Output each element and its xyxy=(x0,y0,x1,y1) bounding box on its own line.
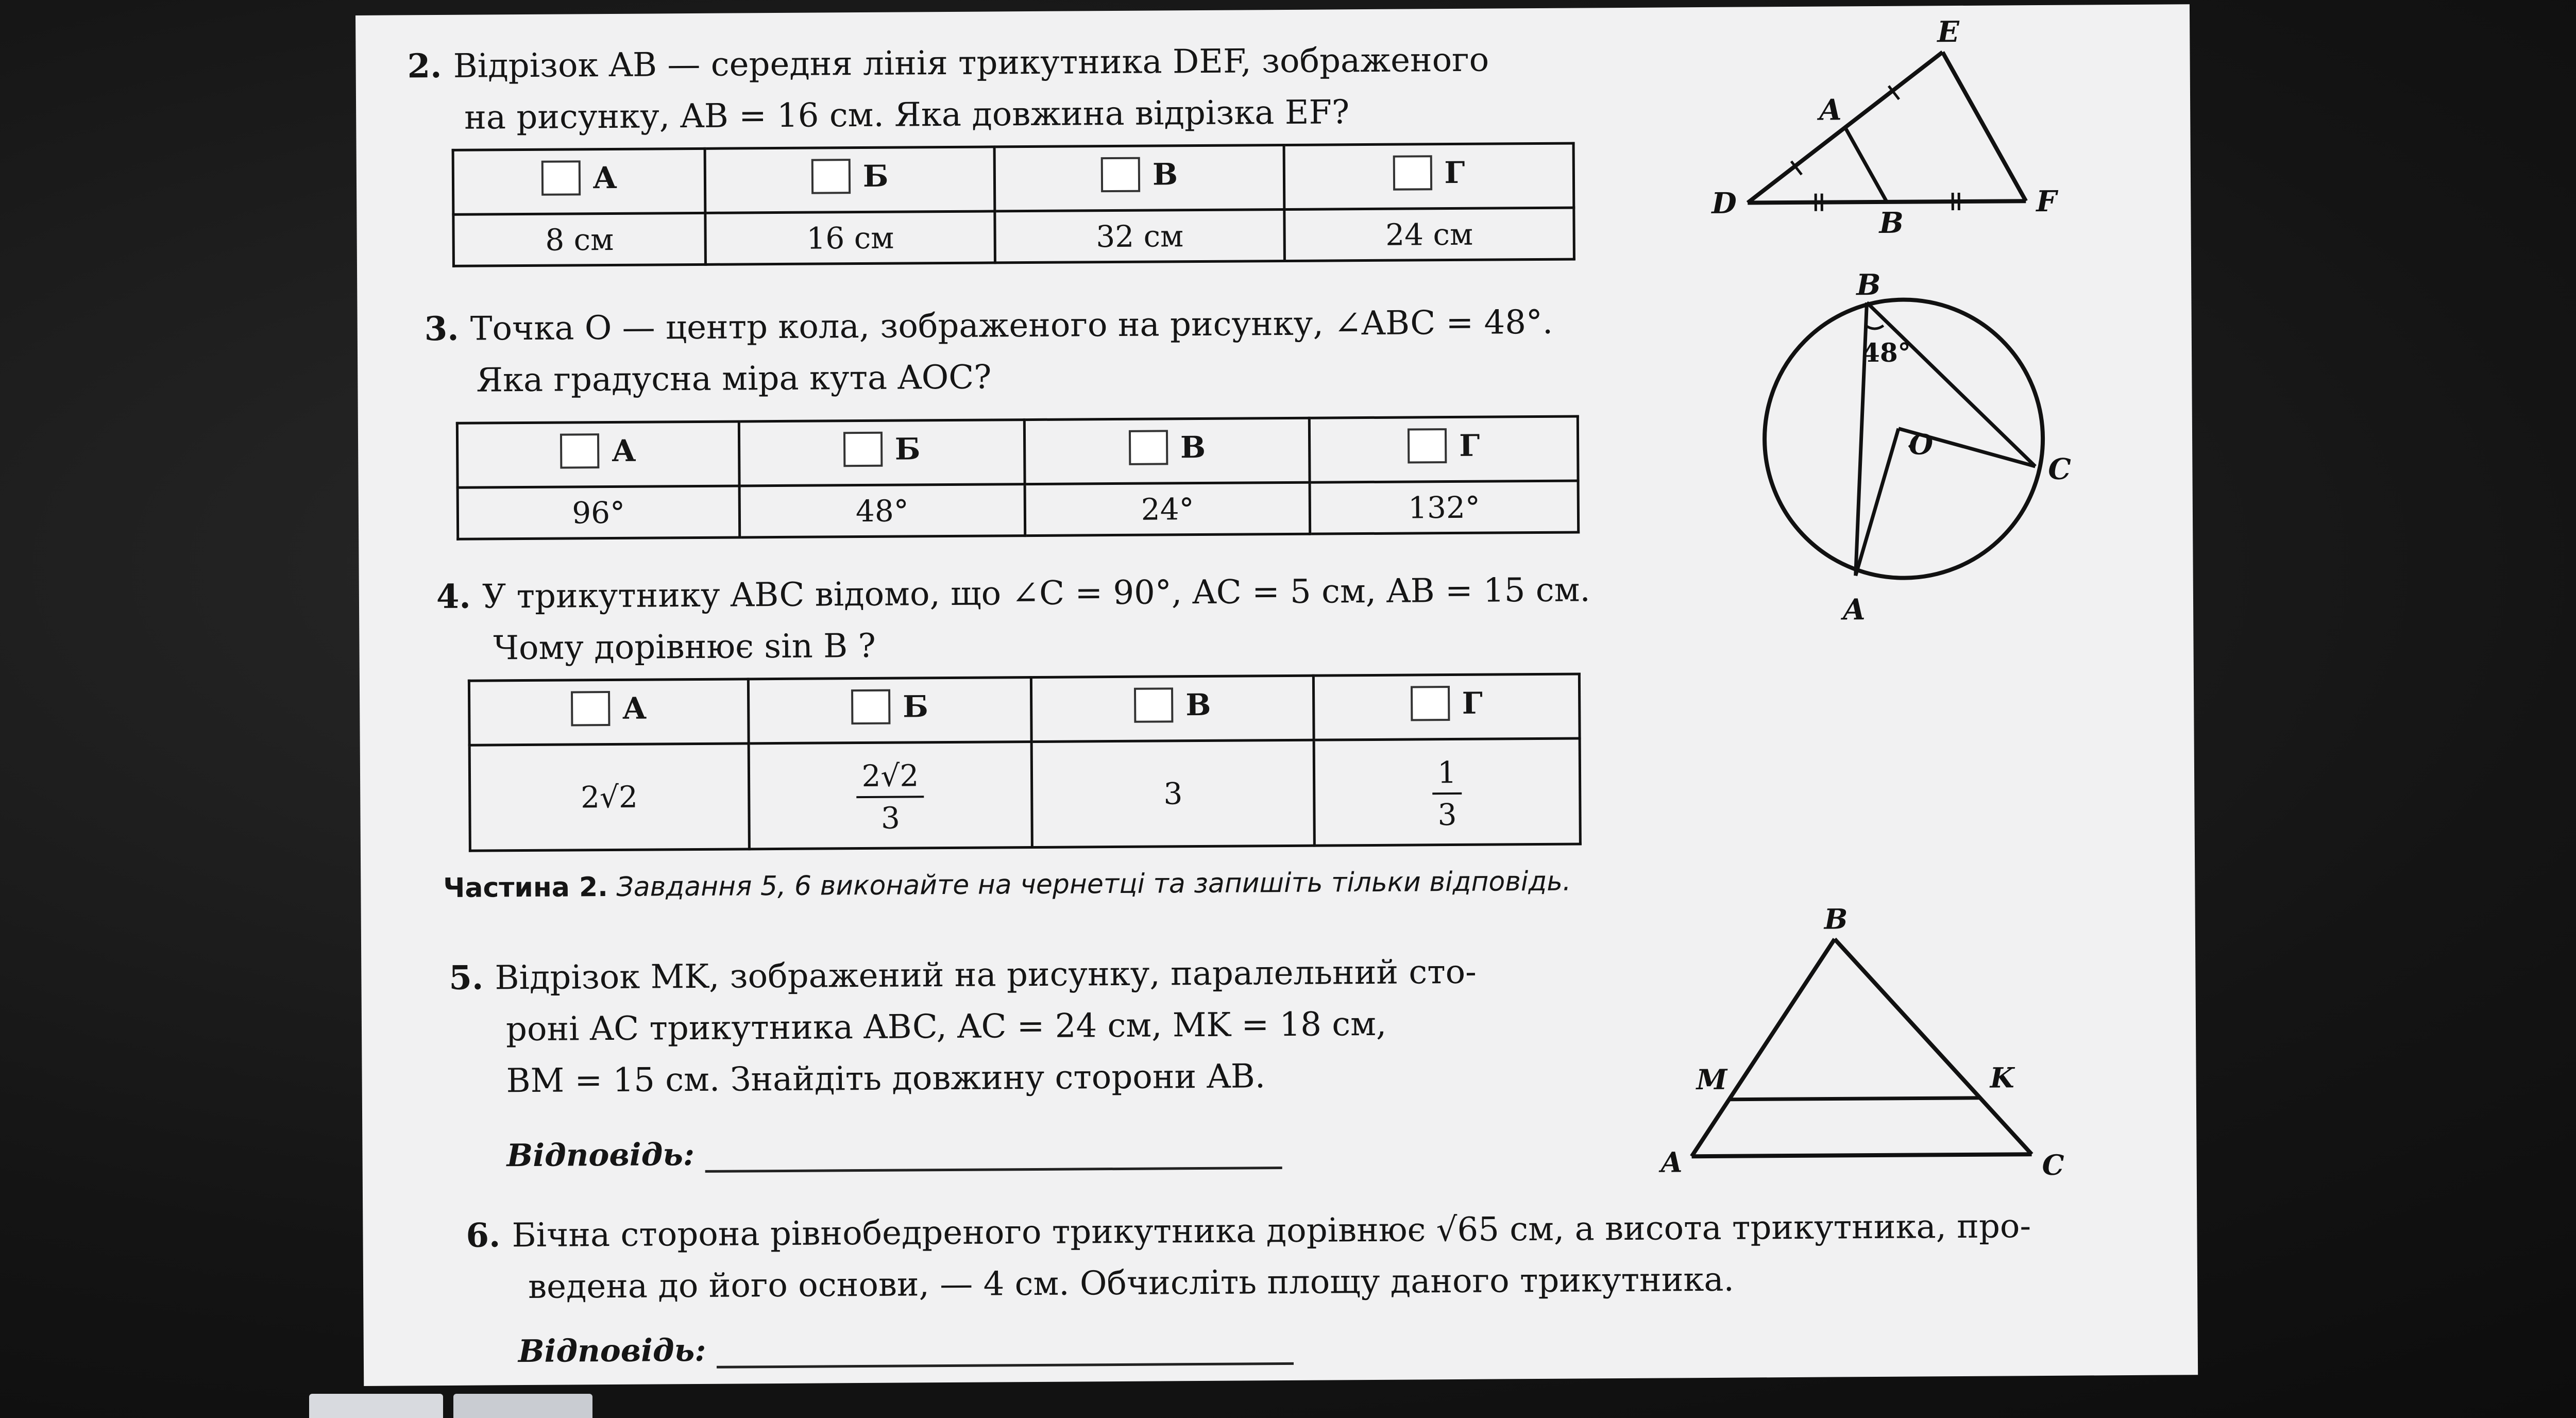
option-letter: В xyxy=(1152,157,1178,192)
task-line: роні AC трикутника ABC, AC = 24 см, MK = 18 см, xyxy=(505,1005,1387,1049)
triangle-def-figure xyxy=(1705,14,2067,240)
vertex-label: A xyxy=(1819,93,1842,127)
option-value: 24° xyxy=(1025,482,1310,535)
answer-field-6[interactable] xyxy=(518,1329,1294,1370)
circle-figure xyxy=(1748,267,2072,627)
option-letter: А xyxy=(612,433,636,468)
fraction-denominator: 3 xyxy=(880,800,901,836)
task-number: 3. xyxy=(424,309,459,349)
option-letter: Г xyxy=(1459,428,1480,463)
checkbox[interactable] xyxy=(541,160,580,195)
worksheet-page xyxy=(355,4,2198,1386)
task-2-text xyxy=(407,35,1489,144)
triangle-abc-figure xyxy=(1629,902,2083,1203)
option-a[interactable] xyxy=(469,679,748,745)
checkbox[interactable] xyxy=(1393,155,1432,190)
option-value: 32 см xyxy=(995,209,1284,262)
option-letter: В xyxy=(1180,429,1206,465)
task-line: У трикутнику ABC відомо, що ∠C = 90°, AC = 5 см, AB = 15 см. xyxy=(482,571,1590,616)
option-letter: Б xyxy=(903,689,929,724)
task-line: Відрізок MK, зображений на рисунку, паралельний сто- xyxy=(495,953,1477,998)
part2-header xyxy=(443,866,1571,904)
task-4-text xyxy=(436,564,1591,674)
vertex-label: B xyxy=(1824,902,1848,936)
option-b[interactable] xyxy=(705,147,995,213)
option-b[interactable] xyxy=(739,420,1025,486)
option-value: 24 см xyxy=(1284,208,1574,261)
fraction-denominator: 3 xyxy=(1437,797,1457,832)
task-5-text xyxy=(449,947,1477,1107)
answer-input-line[interactable] xyxy=(705,1141,1282,1173)
answer-table-2 xyxy=(452,142,1575,267)
checkbox[interactable] xyxy=(843,432,883,467)
task-line: ведена до його основи, — 4 см. Обчисліть площу даного трикутника. xyxy=(528,1260,1735,1306)
checkbox[interactable] xyxy=(1134,687,1173,722)
option-value xyxy=(749,742,1032,849)
answer-table-3 xyxy=(456,415,1580,541)
vertex-label: B xyxy=(1879,206,1904,240)
checkbox[interactable] xyxy=(1411,686,1450,721)
option-value: 48° xyxy=(739,484,1025,537)
option-letter: А xyxy=(592,160,617,196)
answer-input-line[interactable] xyxy=(716,1337,1293,1369)
vertex-label: B xyxy=(1856,267,1881,302)
point-label: K xyxy=(1990,1061,2014,1094)
option-value xyxy=(469,744,749,851)
answer-table-4 xyxy=(468,672,1582,852)
option-g[interactable] xyxy=(1313,674,1580,740)
option-v[interactable] xyxy=(1031,676,1314,741)
vertex-label: C xyxy=(2048,452,2072,486)
vertex-label: E xyxy=(1937,14,1960,49)
task-line: Точка O — центр кола, зображеного на рисунку, ∠ABC = 48°. xyxy=(470,303,1553,348)
center-label: O xyxy=(1908,428,1934,461)
task-number: 5. xyxy=(449,958,484,998)
vertex-label: F xyxy=(2036,184,2057,219)
vertex-label: D xyxy=(1711,186,1737,221)
answer-label: Відповідь: xyxy=(518,1332,706,1370)
option-value xyxy=(1314,738,1580,846)
task-line: Відрізок AB — середня лінія трикутника DEF, зображеного xyxy=(453,41,1489,86)
task-line: BM = 15 см. Знайдіть довжину сторони AB. xyxy=(506,1057,1266,1101)
answer-label: Відповідь: xyxy=(506,1137,695,1174)
option-value: 16 см xyxy=(705,211,995,264)
option-letter: В xyxy=(1185,687,1211,723)
option-g[interactable] xyxy=(1310,416,1578,482)
checkbox[interactable] xyxy=(560,433,599,468)
checkbox[interactable] xyxy=(811,159,851,194)
task-3-text xyxy=(424,297,1553,407)
fraction-numerator: 2√2 xyxy=(856,761,924,798)
checkbox[interactable] xyxy=(571,691,610,726)
taskbar-thumbnail[interactable] xyxy=(309,1394,443,1418)
option-value xyxy=(1031,740,1314,847)
option-value: 96° xyxy=(457,486,739,539)
option-letter: А xyxy=(622,690,647,726)
option-b[interactable] xyxy=(748,678,1031,744)
task-number: 6. xyxy=(466,1216,501,1255)
option-a[interactable] xyxy=(453,148,705,214)
fraction-numerator: 1 xyxy=(1432,757,1462,794)
task-number: 2. xyxy=(407,46,442,86)
task-6-text xyxy=(466,1201,2031,1313)
point-label: M xyxy=(1696,1062,1727,1096)
task-line: Бічна сторона рівнобедреного трикутника дорівнює √65 см, а висота трикутника, про- xyxy=(512,1207,2031,1255)
option-a[interactable] xyxy=(457,421,739,487)
taskbar-thumbnail[interactable] xyxy=(453,1394,592,1418)
task-line: на рисунку, AB = 16 см. Яка довжина відрізка EF? xyxy=(464,93,1350,137)
option-value-text: 2√2 xyxy=(580,779,638,815)
option-letter: Г xyxy=(1444,155,1465,191)
option-value-text: 3 xyxy=(1163,776,1183,812)
option-letter: Б xyxy=(894,431,921,467)
angle-label: 48° xyxy=(1861,337,1911,368)
option-value: 132° xyxy=(1310,481,1578,534)
option-g[interactable] xyxy=(1284,143,1574,209)
checkbox[interactable] xyxy=(1408,428,1447,463)
checkbox[interactable] xyxy=(1101,157,1140,192)
vertex-label: A xyxy=(1842,593,1866,627)
part2-title: Частина 2. xyxy=(443,872,608,904)
answer-field-5[interactable] xyxy=(506,1133,1282,1174)
checkbox[interactable] xyxy=(851,689,890,724)
option-letter: Г xyxy=(1462,685,1483,721)
option-v[interactable] xyxy=(1025,418,1310,484)
option-value: 8 см xyxy=(453,213,706,266)
task-number: 4. xyxy=(436,577,471,617)
vertex-label: C xyxy=(2042,1148,2064,1182)
option-v[interactable] xyxy=(994,145,1284,211)
part2-instructions: Завдання 5, 6 виконайте на чернетці та запишіть тільки відповідь. xyxy=(616,866,1571,903)
option-letter: Б xyxy=(862,158,889,194)
checkbox[interactable] xyxy=(1129,430,1168,465)
vertex-label: A xyxy=(1660,1145,1683,1179)
task-line: Яка градусна міра кута AOC? xyxy=(476,358,992,400)
task-line: Чому дорівнює sin B ? xyxy=(493,627,876,668)
